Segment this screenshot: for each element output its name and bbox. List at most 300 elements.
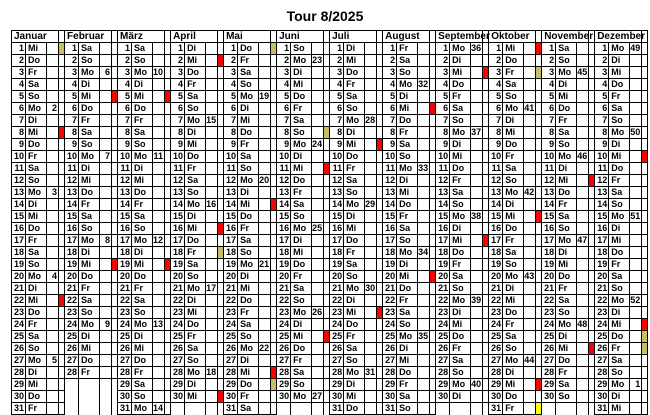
day-number: 16 xyxy=(12,223,26,235)
weekday-label: Mo xyxy=(79,319,100,331)
day-number: 25 xyxy=(224,331,238,343)
day-number: 13 xyxy=(330,187,344,199)
weekday-label: Fr xyxy=(503,235,524,247)
weekday-label: Mo xyxy=(79,151,100,163)
week-number xyxy=(524,211,536,223)
weekday-label: Mi xyxy=(503,211,524,223)
day-number: 15 xyxy=(436,211,450,223)
day-number: 10 xyxy=(330,151,344,163)
day-number: 24 xyxy=(12,319,26,331)
day-number: 22 xyxy=(436,295,450,307)
month-header-9: Oktober xyxy=(489,31,536,43)
day-number: 25 xyxy=(383,331,397,343)
weekday-label: Sa xyxy=(609,271,630,283)
weekday-label: So xyxy=(185,187,206,199)
week-number xyxy=(100,343,112,355)
weekday-label: Sa xyxy=(556,379,577,391)
week-number xyxy=(577,223,589,235)
empty-cell xyxy=(450,403,471,415)
week-number: 33 xyxy=(418,163,429,173)
weekday-label: So xyxy=(291,295,312,307)
day-number: 6 xyxy=(277,103,291,115)
week-number: 2 xyxy=(47,103,59,115)
weekday-label: Di xyxy=(132,79,153,91)
week-number xyxy=(206,43,218,55)
day-number: 20 xyxy=(436,271,450,283)
weekday-label: Fr xyxy=(397,43,418,55)
day-number: 7 xyxy=(383,115,397,127)
day-number: 9 xyxy=(542,139,556,151)
day-number: 14 xyxy=(12,199,26,211)
week-number xyxy=(365,307,377,319)
day-row xyxy=(12,115,648,127)
weekday-label: Di xyxy=(556,79,577,91)
weekday-label: Mo xyxy=(238,91,259,103)
week-number xyxy=(259,127,271,139)
day-row xyxy=(12,91,648,103)
week-number xyxy=(312,259,324,271)
weekday-label: Mi xyxy=(26,379,47,391)
day-number: 15 xyxy=(277,211,291,223)
week-number xyxy=(365,127,377,139)
day-number: 30 xyxy=(330,391,344,403)
day-number: 4 xyxy=(65,79,79,91)
weekday-label: Mi xyxy=(291,79,312,91)
week-number xyxy=(259,43,271,55)
week-number xyxy=(312,271,324,283)
weekday-label: Mi xyxy=(132,259,153,271)
weekday-label: Do xyxy=(132,103,153,115)
day-number: 3 xyxy=(224,67,238,79)
weekday-label: Di xyxy=(609,139,630,151)
weekday-label: Mi xyxy=(397,355,418,367)
week-number xyxy=(365,79,377,91)
weekday-label: Di xyxy=(344,43,365,55)
week-number xyxy=(365,247,377,259)
day-marker xyxy=(642,379,648,391)
week-number: 17 xyxy=(206,283,217,293)
week-number xyxy=(47,343,59,355)
weekday-label: Sa xyxy=(503,79,524,91)
day-number: 6 xyxy=(12,103,26,115)
month-header-8: September xyxy=(436,31,483,43)
week-number xyxy=(259,391,271,403)
day-number: 29 xyxy=(277,379,291,391)
weekday-label: Sa xyxy=(79,295,100,307)
weekday-label: Fr xyxy=(344,163,365,175)
day-number: 31 xyxy=(330,403,344,415)
week-number: 11 xyxy=(153,151,164,161)
day-marker xyxy=(642,295,648,307)
weekday-label: Sa xyxy=(238,235,259,247)
week-number xyxy=(524,343,536,355)
day-number: 12 xyxy=(383,175,397,187)
week-number xyxy=(47,127,59,139)
day-number: 17 xyxy=(65,235,79,247)
week-number xyxy=(524,127,536,139)
day-marker xyxy=(642,91,648,103)
day-number: 9 xyxy=(118,139,132,151)
weekday-label: Di xyxy=(344,127,365,139)
day-marker xyxy=(642,187,648,199)
weekday-label: Sa xyxy=(344,91,365,103)
week-number: 51 xyxy=(630,211,641,221)
week-number xyxy=(47,79,59,91)
week-number xyxy=(153,223,165,235)
weekday-label: Mi xyxy=(556,343,577,355)
day-number: 12 xyxy=(12,175,26,187)
week-number xyxy=(259,367,271,379)
day-number: 11 xyxy=(383,163,397,175)
day-number: 31 xyxy=(118,403,132,415)
weekday-label: Di xyxy=(185,379,206,391)
week-number: 49 xyxy=(630,43,641,53)
week-number xyxy=(153,271,165,283)
week-number xyxy=(365,331,377,343)
week-number xyxy=(471,103,483,115)
day-number: 9 xyxy=(383,139,397,151)
weekday-label: Do xyxy=(503,391,524,403)
day-number: 3 xyxy=(436,67,450,79)
day-number: 18 xyxy=(542,247,556,259)
day-number: 4 xyxy=(595,79,609,91)
weekday-label: Do xyxy=(26,391,47,403)
week-number xyxy=(206,127,218,139)
weekday-label: Sa xyxy=(26,331,47,343)
weekday-label: Fr xyxy=(450,259,471,271)
weekday-label: Mi xyxy=(503,43,524,55)
day-number: 31 xyxy=(489,403,503,415)
day-row xyxy=(12,175,648,187)
week-number xyxy=(630,163,642,175)
day-number: 27 xyxy=(171,355,185,367)
weekday-label: Fr xyxy=(291,103,312,115)
day-number: 23 xyxy=(489,307,503,319)
week-number xyxy=(100,115,112,127)
weekday-label: Di xyxy=(132,331,153,343)
empty-cell xyxy=(556,403,577,415)
week-number xyxy=(100,331,112,343)
day-number: 16 xyxy=(224,223,238,235)
day-number: 24 xyxy=(542,319,556,331)
weekday-label: Mo xyxy=(503,103,524,115)
day-number: 13 xyxy=(224,187,238,199)
day-number: 21 xyxy=(65,283,79,295)
week-number xyxy=(100,163,112,175)
weekday-label: Sa xyxy=(344,343,365,355)
weekday-label: Mo xyxy=(609,379,630,391)
week-number xyxy=(47,259,59,271)
weekday-label: Di xyxy=(450,223,471,235)
weekday-label: Mi xyxy=(609,67,630,79)
weekday-label: Fr xyxy=(132,199,153,211)
day-number: 2 xyxy=(542,55,556,67)
day-number: 26 xyxy=(65,343,79,355)
weekday-label: Di xyxy=(79,247,100,259)
day-number: 11 xyxy=(595,163,609,175)
week-number xyxy=(153,295,165,307)
weekday-label: Do xyxy=(344,151,365,163)
day-number: 21 xyxy=(330,283,344,295)
weekday-label: Mi xyxy=(397,187,418,199)
week-number xyxy=(577,199,589,211)
day-number: 2 xyxy=(12,55,26,67)
week-number xyxy=(312,187,324,199)
week-number xyxy=(47,199,59,211)
week-number xyxy=(206,247,218,259)
week-number xyxy=(312,247,324,259)
day-number: 20 xyxy=(171,271,185,283)
week-number: 42 xyxy=(524,187,535,197)
weekday-label: Do xyxy=(26,55,47,67)
week-number xyxy=(153,91,165,103)
day-number: 25 xyxy=(489,331,503,343)
week-number xyxy=(259,211,271,223)
week-number xyxy=(47,163,59,175)
day-number: 27 xyxy=(118,355,132,367)
empty-cell xyxy=(312,403,324,415)
week-number: 13 xyxy=(153,319,164,329)
day-number: 18 xyxy=(118,247,132,259)
weekday-label: Mi xyxy=(132,91,153,103)
day-number: 2 xyxy=(118,55,132,67)
empty-cell xyxy=(65,403,79,415)
day-number: 6 xyxy=(118,103,132,115)
day-number: 1 xyxy=(12,43,26,55)
day-number: 30 xyxy=(118,391,132,403)
week-number xyxy=(418,175,430,187)
weekday-label: Di xyxy=(132,247,153,259)
month-header-6: Juli xyxy=(330,31,377,43)
weekday-label: Sa xyxy=(238,403,259,415)
weekday-label: Do xyxy=(503,307,524,319)
day-number: 12 xyxy=(171,175,185,187)
weekday-label: Do xyxy=(397,115,418,127)
week-number xyxy=(418,379,430,391)
week-number xyxy=(47,91,59,103)
day-number: 17 xyxy=(224,235,238,247)
day-marker xyxy=(642,43,648,55)
weekday-label: Di xyxy=(556,163,577,175)
day-number: 3 xyxy=(277,67,291,79)
week-number xyxy=(259,139,271,151)
day-number: 21 xyxy=(436,283,450,295)
week-number xyxy=(577,307,589,319)
week-number xyxy=(153,115,165,127)
weekday-label: Mi xyxy=(556,91,577,103)
day-number: 28 xyxy=(383,367,397,379)
week-number xyxy=(312,43,324,55)
day-number: 7 xyxy=(171,115,185,127)
week-number xyxy=(153,199,165,211)
week-number xyxy=(630,175,642,187)
week-number xyxy=(471,187,483,199)
day-number: 21 xyxy=(118,283,132,295)
day-number: 15 xyxy=(171,211,185,223)
weekday-label: Sa xyxy=(185,91,206,103)
day-marker xyxy=(642,139,648,151)
day-marker xyxy=(642,283,648,295)
day-row xyxy=(12,319,648,331)
day-number: 23 xyxy=(595,307,609,319)
week-number xyxy=(153,247,165,259)
week-number xyxy=(153,259,165,271)
day-marker xyxy=(642,67,648,79)
week-number xyxy=(524,307,536,319)
weekday-label: Mo xyxy=(185,199,206,211)
weekday-label: Mi xyxy=(185,391,206,403)
weekday-label: So xyxy=(450,199,471,211)
weekday-label: So xyxy=(132,55,153,67)
week-number xyxy=(312,175,324,187)
day-number: 18 xyxy=(12,247,26,259)
weekday-label: Mi xyxy=(79,91,100,103)
day-number: 2 xyxy=(330,55,344,67)
week-number xyxy=(524,295,536,307)
weekday-label: Mi xyxy=(344,223,365,235)
weekday-label: Mo xyxy=(503,187,524,199)
week-number: 48 xyxy=(577,319,588,329)
week-number xyxy=(630,391,642,403)
weekday-label: Mo xyxy=(503,271,524,283)
week-number xyxy=(100,127,112,139)
day-number: 29 xyxy=(118,379,132,391)
day-number: 23 xyxy=(383,307,397,319)
weekday-label: Di xyxy=(503,367,524,379)
weekday-label: Mo xyxy=(185,115,206,127)
weekday-label: Fr xyxy=(26,151,47,163)
week-number xyxy=(365,319,377,331)
week-number xyxy=(100,247,112,259)
day-number: 15 xyxy=(118,211,132,223)
weekday-label: Do xyxy=(503,55,524,67)
weekday-label: Fr xyxy=(556,115,577,127)
week-number: 18 xyxy=(206,367,217,377)
day-number: 14 xyxy=(277,199,291,211)
weekday-label: Do xyxy=(291,259,312,271)
weekday-label: Do xyxy=(556,187,577,199)
weekday-label: Fr xyxy=(556,367,577,379)
day-number: 24 xyxy=(171,319,185,331)
weekday-label: Fr xyxy=(556,283,577,295)
week-number xyxy=(153,139,165,151)
week-number xyxy=(312,379,324,391)
week-number xyxy=(47,319,59,331)
day-row xyxy=(12,283,648,295)
day-number: 27 xyxy=(595,355,609,367)
week-number: 31 xyxy=(365,367,376,377)
day-number: 23 xyxy=(12,307,26,319)
month-header-2: März xyxy=(118,31,165,43)
day-number: 13 xyxy=(277,187,291,199)
day-marker xyxy=(642,55,648,67)
day-number: 4 xyxy=(171,79,185,91)
weekday-label: Fr xyxy=(238,139,259,151)
week-number xyxy=(47,367,59,379)
weekday-label: Mo xyxy=(291,139,312,151)
week-number: 29 xyxy=(365,199,376,209)
day-number: 28 xyxy=(171,367,185,379)
week-number xyxy=(418,139,430,151)
week-number xyxy=(577,391,589,403)
week-number xyxy=(577,367,589,379)
weekday-label: So xyxy=(503,175,524,187)
day-number: 1 xyxy=(224,43,238,55)
day-row xyxy=(12,259,648,271)
day-number: 20 xyxy=(12,271,26,283)
weekday-label: Di xyxy=(397,91,418,103)
weekday-label: Sa xyxy=(397,55,418,67)
weekday-label: Mi xyxy=(185,139,206,151)
weekday-label: So xyxy=(556,223,577,235)
week-number xyxy=(524,247,536,259)
weekday-label: Di xyxy=(238,187,259,199)
weekday-label: Mo xyxy=(344,367,365,379)
weekday-label: Sa xyxy=(556,211,577,223)
day-marker xyxy=(642,271,648,283)
day-marker xyxy=(642,247,648,259)
weekday-label: Mi xyxy=(450,151,471,163)
day-marker xyxy=(642,211,648,223)
day-number: 15 xyxy=(65,211,79,223)
weekday-label: Fr xyxy=(185,79,206,91)
week-number xyxy=(418,391,430,403)
weekday-label: Sa xyxy=(397,139,418,151)
weekday-label: So xyxy=(344,187,365,199)
day-number: 25 xyxy=(118,331,132,343)
week-number xyxy=(418,91,430,103)
day-number: 8 xyxy=(383,127,397,139)
weekday-label: Fr xyxy=(185,331,206,343)
week-number xyxy=(206,259,218,271)
week-number xyxy=(47,247,59,259)
weekday-label: So xyxy=(344,103,365,115)
weekday-label: Mi xyxy=(238,199,259,211)
weekday-label: Fr xyxy=(397,295,418,307)
day-number: 24 xyxy=(118,319,132,331)
week-number xyxy=(312,211,324,223)
weekday-label: Mo xyxy=(291,223,312,235)
week-number: 41 xyxy=(524,103,535,113)
day-number: 2 xyxy=(383,55,397,67)
weekday-label: Sa xyxy=(26,79,47,91)
day-number: 30 xyxy=(12,391,26,403)
day-number: 30 xyxy=(542,391,556,403)
weekday-label: Fr xyxy=(26,67,47,79)
week-number xyxy=(312,283,324,295)
day-number: 11 xyxy=(118,163,132,175)
weekday-label: Do xyxy=(238,127,259,139)
day-number: 27 xyxy=(12,355,26,367)
day-number: 29 xyxy=(595,379,609,391)
weekday-label: So xyxy=(397,235,418,247)
day-row xyxy=(12,403,648,415)
week-number: 37 xyxy=(471,127,482,137)
day-number: 11 xyxy=(12,163,26,175)
weekday-label: Do xyxy=(556,103,577,115)
day-number: 4 xyxy=(12,79,26,91)
weekday-label: Di xyxy=(609,307,630,319)
week-number xyxy=(577,247,589,259)
week-number xyxy=(365,67,377,79)
day-number: 7 xyxy=(330,115,344,127)
weekday-label: Fr xyxy=(503,151,524,163)
week-number xyxy=(259,319,271,331)
day-number: 17 xyxy=(436,235,450,247)
day-number: 31 xyxy=(383,403,397,415)
day-number: 22 xyxy=(277,295,291,307)
day-number: 1 xyxy=(383,43,397,55)
